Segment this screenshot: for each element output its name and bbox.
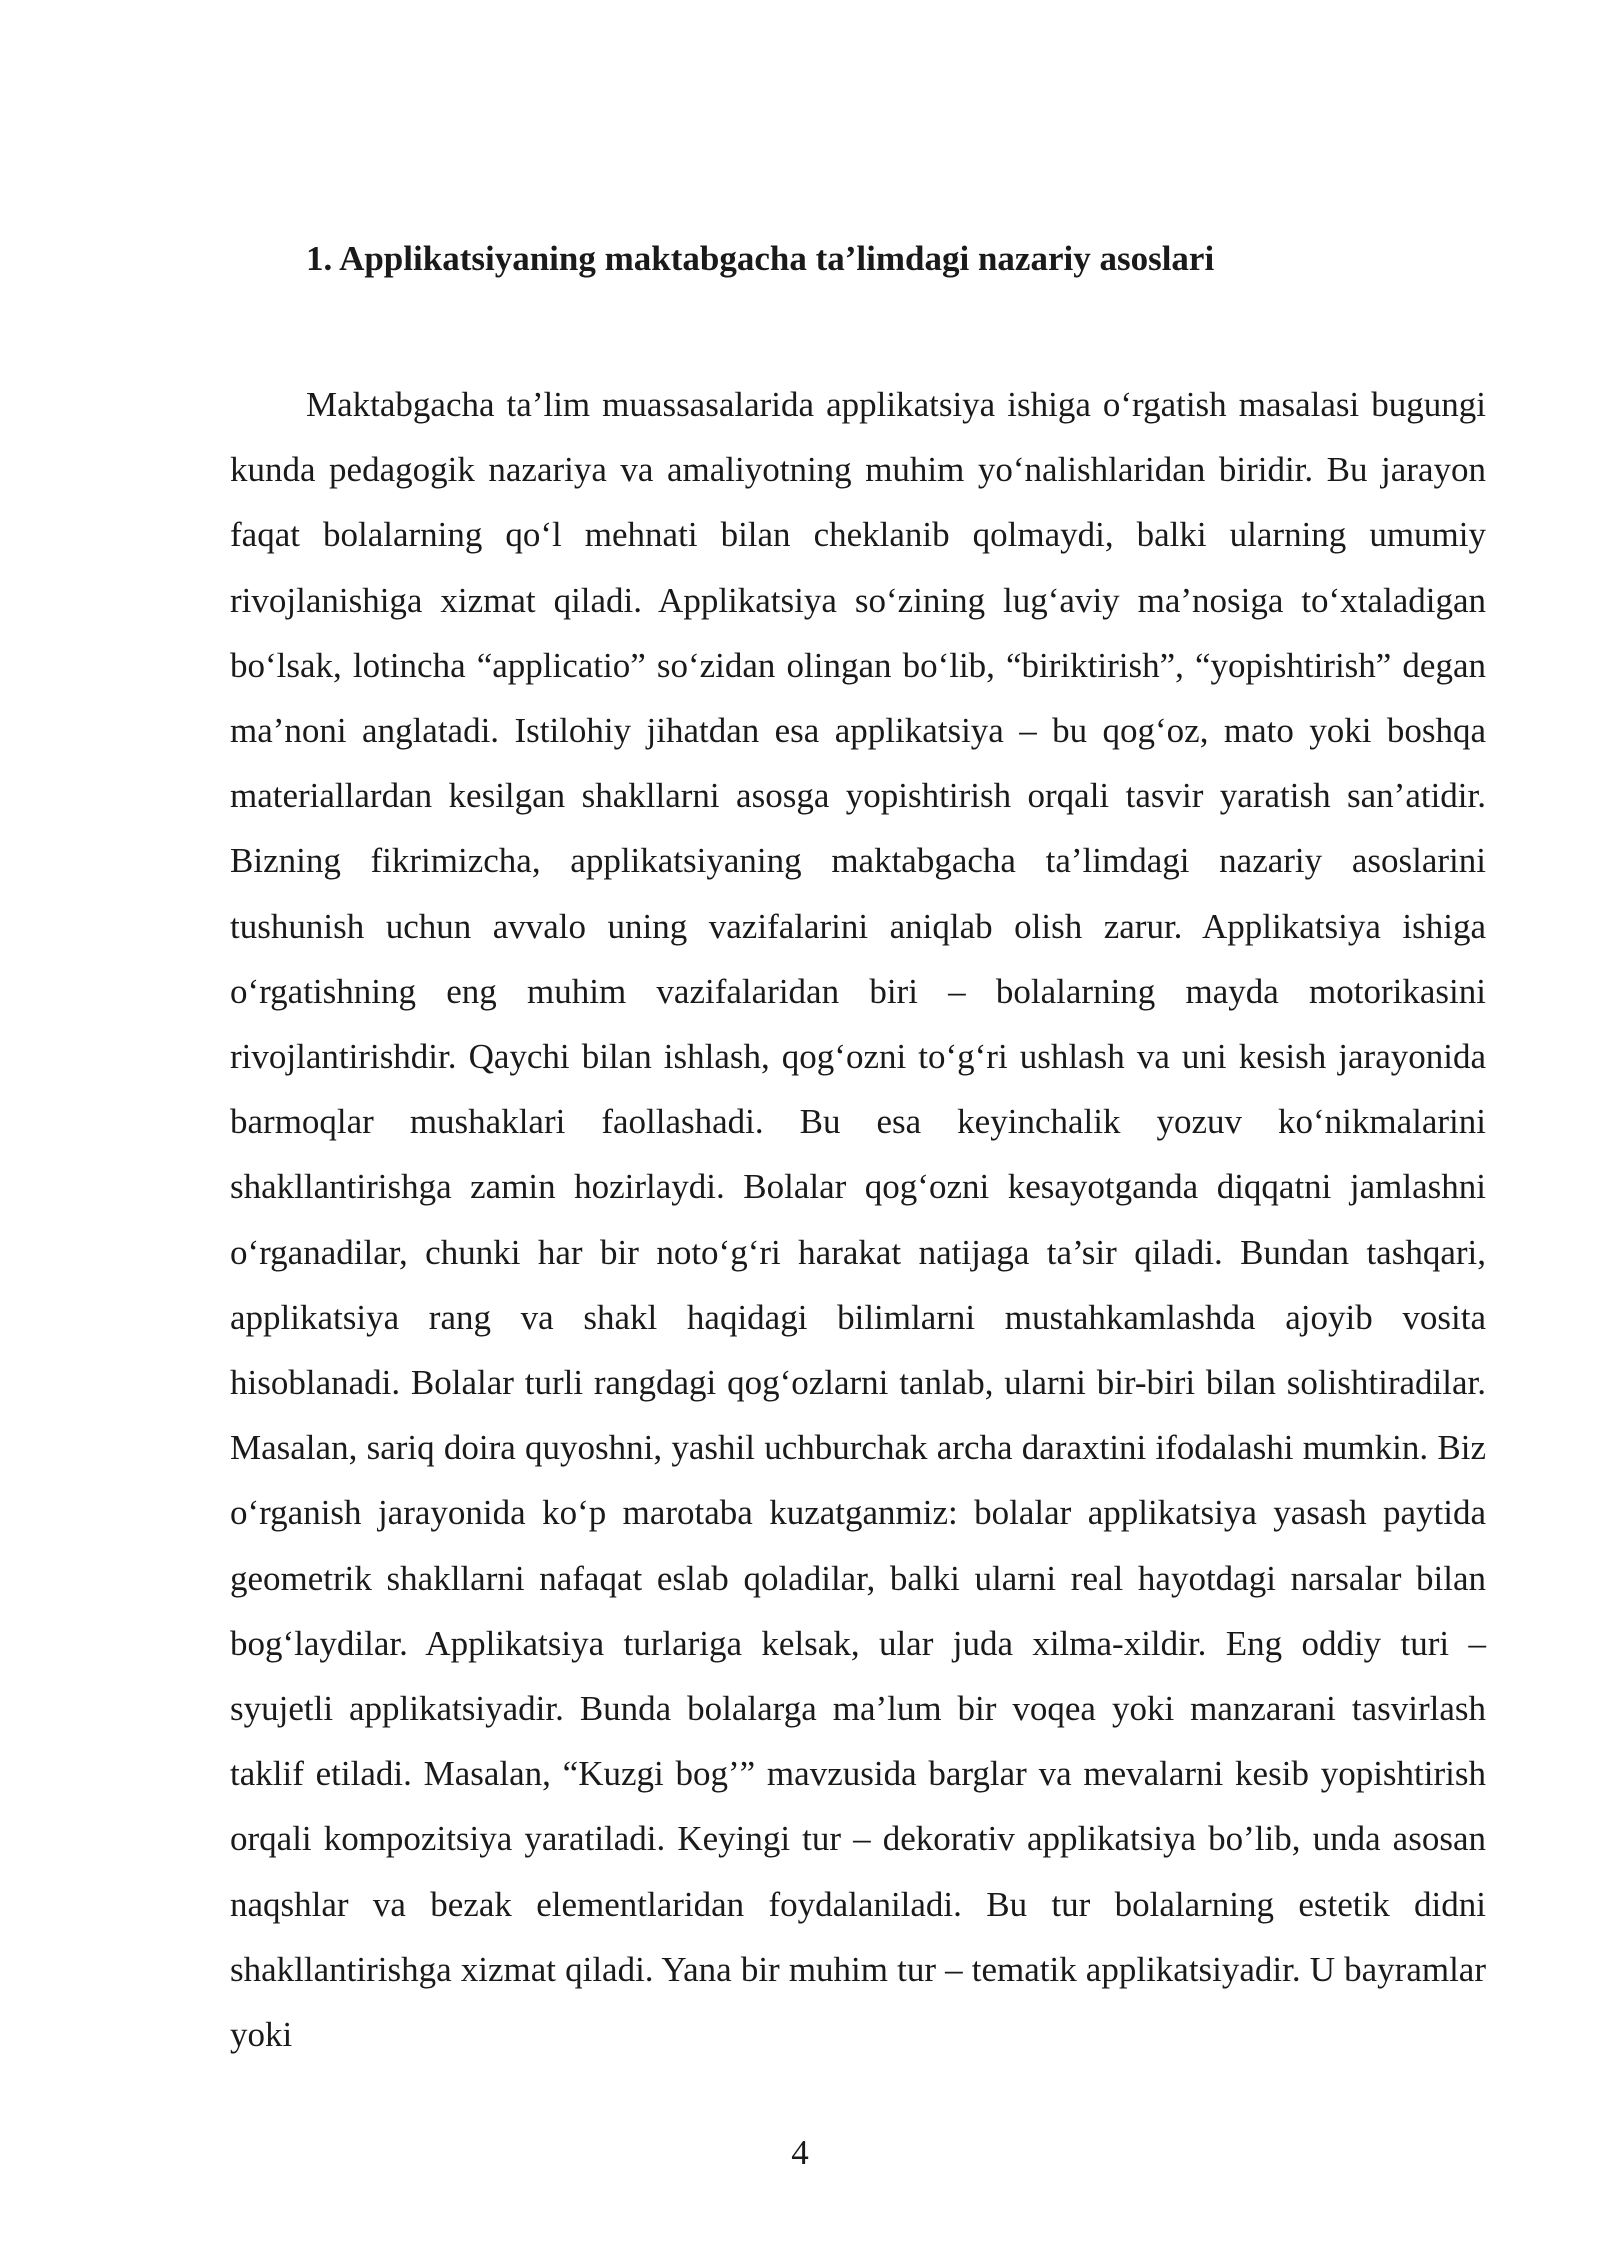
body-paragraph: Maktabgacha ta’lim muassasalarida applikatsiya ishiga o‘rgatish masalasi bugungi kunda pedagogik nazariya va amaliyotning muhim yo‘nalishlaridan biridir. Bu jarayon faqat bolalarning qo‘l mehnati bilan cheklanib qolmaydi, balki ularning umumiy rivojlanishiga xizmat qiladi. Applikatsiya so‘zining lug‘aviy ma’nosiga to‘xtaladigan bo‘lsak, lotincha “applicatio” so‘zidan olingan bo‘lib, “biriktirish”, “yopishtirish” degan ma’noni anglatadi. Istilohiy jihatdan esa applikatsiya – bu qog‘oz, mato yoki boshqa materiallardan kesilgan shakllarni asosga yopishtirish orqali tasvir yaratish san’atidir. Bizning fikrimizcha, applikatsiyaning maktabgacha ta’limdagi nazariy asoslarini tushunish uchun avvalo uning vazifalarini aniqlab olish zarur. Applikatsiya ishiga o‘rgatishning eng muhim vazifalaridan biri – bolalarning mayda motorikasini rivojlantirishdir. Qaychi bilan ishlash, qog‘ozni to‘g‘ri ushlash va uni kesish jarayonida barmoqlar mushaklari faollashadi. Bu esa keyinchalik yozuv ko‘nikmalarini shakllantirishga zamin hozirlaydi. Bolalar qog‘ozni kesayotganda diqqatni jamlashni o‘rganadilar, chunki har bir noto‘g‘ri harakat natijaga ta’sir qiladi. Bundan tashqari, applikatsiya rang va shakl haqidagi bilimlarni mustahkamlashda ajoyib vosita hisoblanadi. Bolalar turli rangdagi qog‘ozlarni tanlab, ularni bir-biri bilan solishtiradilar. Masalan, sariq doira quyoshni, yashil uchburchak archa daraxtini ifodalashi mumkin. Biz o‘rganish jarayonida ko‘p marotaba kuzatganmiz: bolalar applikatsiya yasash paytida geometrik shakllarni nafaqat eslab qoladilar, balki ularni real hayotdagi narsalar bilan bog‘laydilar. Applikatsiya turlariga kelsak, ular juda xilma-xildir. Eng oddiy turi – syujetli applikatsiyadir. Bunda bolalarga ma’lum bir voqea yoki manzarani tasvirlash taklif etiladi. Masalan, “Kuzgi bog’” mavzusida barglar va mevalarni kesib yopishtirish orqali kompozitsiya yaratiladi. Keyingi tur – dekorativ applikatsiya bo’lib, unda asosan naqshlar va bezak elementlaridan foydalaniladi. Bu tur bolalarning estetik didni shakllantirishga xizmat qiladi. Yana bir muhim tur – tematik applikatsiyadir. U bayramlar yoki (230, 385, 1486, 2055)
page-number: 4 (791, 2133, 809, 2172)
section-heading: 1. Applikatsiyaning maktabgacha ta’limdagi nazariy asoslari (306, 239, 1215, 278)
